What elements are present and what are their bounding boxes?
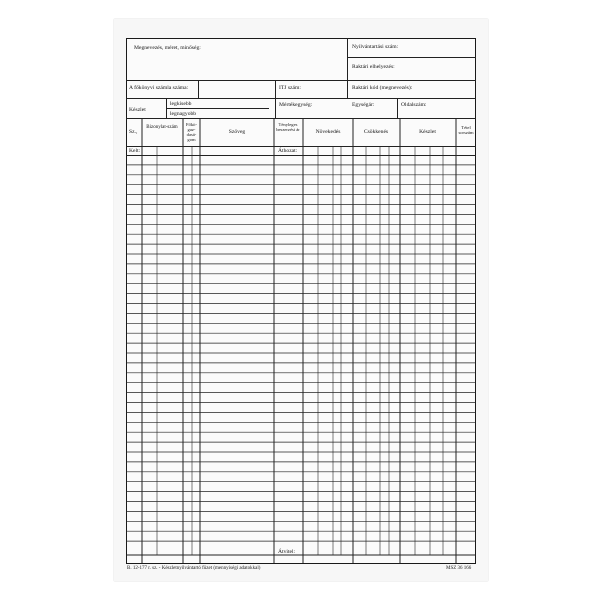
- raktari-elhelyezes-label: Raktári elhelyezés:: [352, 64, 395, 70]
- col-szoveg: Szöveg: [228, 129, 246, 135]
- oldalszam-label: Oldalszám:: [401, 102, 427, 108]
- egysegar-label: Egységár:: [352, 102, 375, 108]
- megnevezes-label: Megnevezés, méret, minőség:: [134, 45, 201, 51]
- col-sorszam: Sz.,: [129, 129, 138, 135]
- raktari-kod-label: Raktári kód (megnevezés):: [352, 85, 413, 91]
- standard-code: MSZ 36 166: [446, 566, 472, 571]
- keszlet-label: Készlet: [129, 107, 146, 113]
- col-bizonylat: Bizonylat-szám: [146, 125, 178, 130]
- athozat-label: Áthozat:: [278, 148, 298, 154]
- mertekegyseg-label: Mértékegység:: [279, 102, 313, 108]
- col-csokkenes: Csökkenés: [363, 129, 389, 135]
- col-tenyleges-ar: Tényleges beszerzési ár: [276, 122, 300, 132]
- col-keszlet: Készlet: [419, 129, 436, 135]
- nyilvantartasi-szam-label: Nyilvántartási szám:: [352, 44, 399, 50]
- legnagyobb-label: legnagyobb: [170, 111, 197, 117]
- itj-szam-label: ITJ szám:: [279, 85, 301, 91]
- col-fo-gazd: Főkö-gaz-dasá-gom: [186, 122, 197, 142]
- atvitel-label: Átvitel:: [278, 549, 296, 555]
- foknyvi-szamla-label: A főkönyvi számla száma:: [129, 85, 189, 91]
- form-code: B. 12-177 r. sz. - Készletnyilvántartó füzet (mennyiségi adatokkal): [127, 566, 261, 571]
- legkisebb-label: legkisebb: [170, 101, 192, 107]
- col-novekedes: Növekedés: [315, 129, 341, 135]
- col-tetel-sorszam: Tétel sorszám: [458, 125, 474, 135]
- kelt-label: Kelt:: [129, 148, 141, 154]
